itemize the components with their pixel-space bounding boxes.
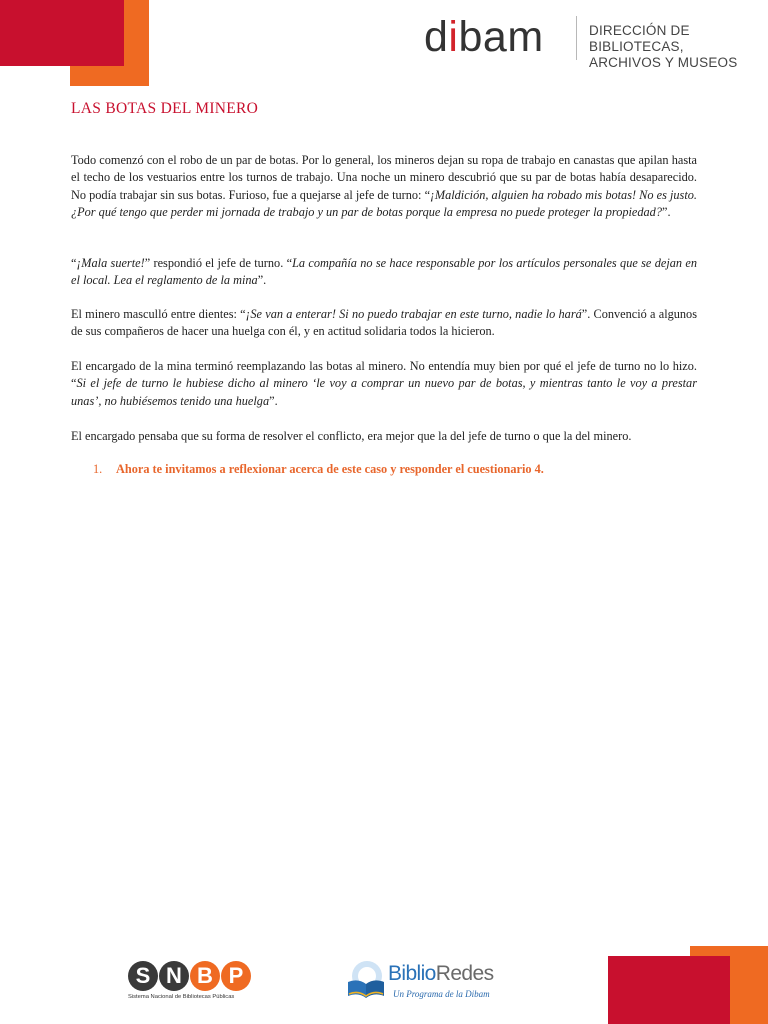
snbp-caption: Sistema Nacional de Bibliotecas Públicas [128,994,235,1000]
task-text: Ahora te invitamos a reflexionar acerca de este caso y responder el cuestionario 4. [116,462,544,476]
paragraph-1: Todo comenzó con el robo de un par de botas. Por lo general, los mineros dejan su ropa de trabajo en canastas que apilan hasta el techo de los vestuarios entre los turnos de trabajo. Una noche un minero descubrió que su par de botas había desaparecido. No podía trabajar sin sus botas. Furioso, fue a quejarse al jefe de turno: “¡Maldición, alguien ha robado mis botas! No es justo. ¿Por qué tengo que perder mi jornada de trabajo y un par de botas porque la empresa no puede proteger la propiedad?”. [71,153,697,220]
task-number: 1. [93,462,103,476]
paragraph-4: El encargado de la mina terminó reemplazando las botas al minero. No entendía muy bien por qué el jefe de turno no lo hizo. “Si el jefe de turno le hubiese dicho al minero ‘le voy a comprar un nuevo par de botas, y mientras tanto le voy a prestar unas’, no hubiésemos tenido una huelga”. [71,359,697,408]
dibam-logo-word: dibam [424,13,544,61]
paragraph-3: El minero masculló entre dientes: “¡Se van a enterar! Si no puedo trabajar en este turno, nadie lo hará”. Convenció a algunos de sus compañeros de hacer una huelga con él, y en actitud solidaria todos la hicieron. [71,307,697,339]
dibam-logo-subtitle: DIRECCIÓN DE BIBLIOTECAS, ARCHIVOS Y MUSEOS [589,23,738,70]
snbp-letter-s: S [128,961,158,991]
snbp-letter-p: P [221,961,251,991]
document-title: LAS BOTAS DEL MINERO [71,100,259,117]
snbp-logo [128,961,258,1009]
biblioredes-name: BiblioRedes [388,962,494,985]
open-book-icon [343,956,389,1002]
snbp-letter-b: B [190,961,220,991]
corner-decoration-red-top [0,0,124,66]
task-list-item [93,462,544,477]
snbp-letter-n: N [159,961,189,991]
biblioredes-tagline: Un Programa de la Dibam [393,989,490,999]
dibam-logo [424,12,764,70]
corner-decoration-red-bottom [608,956,730,1024]
paragraph-5: El encargado pensaba que su forma de resolver el conflicto, era mejor que la del jefe de turno o que la del minero. [71,429,632,443]
dibam-logo-divider [576,16,577,60]
biblioredes-logo [343,952,493,1008]
paragraph-2: “¡Mala suerte!” respondió el jefe de turno. “La compañía no se hace responsable por los artículos personales que se dejan en el local. Lea el reglamento de la mina”. [71,256,697,288]
